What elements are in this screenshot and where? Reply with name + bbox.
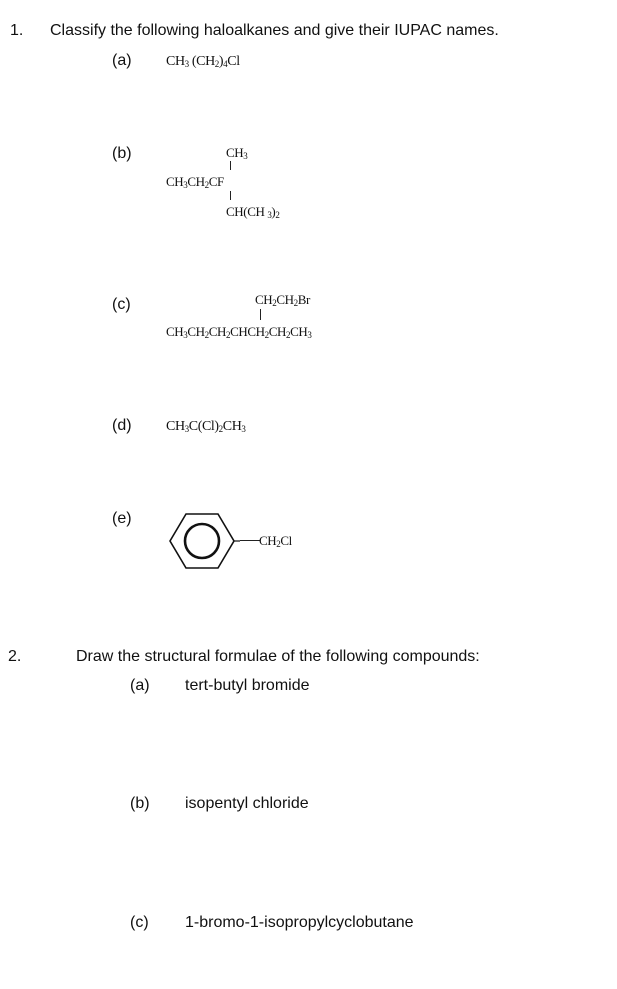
q1-part-c-label: (c) [112, 296, 131, 313]
q2-part-c-name: 1-bromo-1-isopropylcyclobutane [185, 914, 414, 931]
q2-part-c-label: (c) [130, 914, 149, 931]
question-2-number: 2. [8, 648, 22, 665]
main-chain: $CH_3CH_2CH_2CHCH_2CH_2CH_3$ [166, 324, 312, 340]
main-chain: $CH_3CH_2CF$ [166, 174, 224, 190]
q1-part-b-label: (b) [112, 145, 132, 162]
q1-part-a-formula: $CH_3$ $(CH_2)_4Cl$ [166, 54, 240, 69]
q1-part-c-structure [166, 292, 386, 352]
question-2-text: Draw the structural formulae of the following compounds: [76, 648, 480, 665]
q1-part-a-label: (a) [112, 52, 132, 69]
q1-part-e-substituent: $CH_2Cl$ [259, 533, 292, 549]
q2-part-a-name: tert-butyl bromide [185, 677, 310, 694]
isopropyl-group: CH(CH $_3)_2$ [226, 204, 280, 220]
methyl-group: $CH_3$ [226, 145, 248, 161]
bond-line [260, 309, 261, 320]
question-1-text: Classify the following haloalkanes and give their IUPAC names. [50, 22, 499, 39]
q1-part-e-label: (e) [112, 510, 132, 527]
q2-part-b-name: isopentyl chloride [185, 795, 309, 812]
bromoethyl-group: $CH_2CH_2Br$ [255, 292, 310, 308]
bond-line [230, 161, 231, 170]
q1-part-d-label: (d) [112, 417, 132, 434]
q1-part-b-structure [166, 145, 326, 225]
q2-part-a-label: (a) [130, 677, 150, 694]
q2-part-b-label: (b) [130, 795, 150, 812]
q1-part-d-formula: $CH_3C(Cl)_2CH_3$ [166, 419, 246, 434]
question-1-number: 1. [10, 22, 24, 39]
bond-line [230, 191, 231, 200]
substituent-bond [240, 540, 260, 541]
benzene-ring-icon [168, 510, 240, 572]
